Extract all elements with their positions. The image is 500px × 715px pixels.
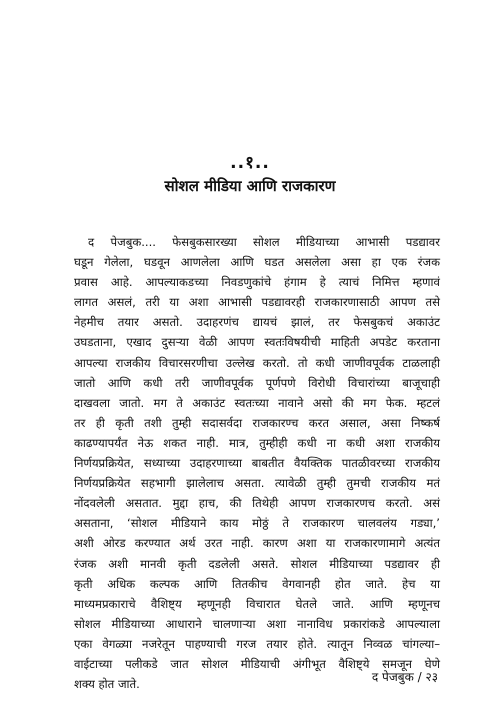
text-line: नेहमीच तयार असतो. उदाहरणंच द्यायचं झालं, तर फेसबुकचं अकाउंट bbox=[74, 315, 440, 330]
text-line: कृती अधिक कल्पक आणि तितकीच वेगवानही होत जाते. हेच या bbox=[74, 576, 440, 591]
text-line: रंजक अशी मानवी कृती दडलेली असते. सोशल मीडियाच्या पडद्यावर ही bbox=[74, 556, 440, 571]
text-line: प्रवास आहे. आपल्याकडच्या निवडणुकांचे हंगाम हे त्याचं निमित्त म्हणावं bbox=[74, 275, 440, 290]
text-line: द पेजबुक.... फेसबुकसारख्या सोशल मीडियाच्या आभासी पडद्यावर bbox=[88, 235, 440, 249]
text-line: वाईटाच्या पलीकडे जात सोशल मीडियाची अंगीभूत वैशिष्ट्ये समजून घेणे bbox=[74, 656, 440, 671]
text-line: जातो आणि कधी तरी जाणीवपूर्वक पूर्णपणे विरोधी विचारांच्या बाजूचाही bbox=[74, 375, 440, 390]
text-line: लागत असलं, तरी या अशा आभासी पडद्यावरही राजकारणासाठी आपण तसे bbox=[74, 295, 440, 310]
text-line: निर्णयप्रक्रियेत सहभागी झालेलाच असता. त्यावेळी तुम्ही तुमची राजकीय मतं bbox=[74, 476, 440, 491]
text-line: शक्य होत जाते. bbox=[74, 677, 140, 692]
text-line: दाखवला जातो. मग ते अकाउंट स्वतःच्या नावाने असो की मग फेक. म्हटलं bbox=[74, 395, 440, 410]
text-line: सोशल मीडियाच्या आधाराने चालणाऱ्या अशा नानाविध प्रकारांकडे आपल्याला bbox=[74, 616, 440, 631]
body-paragraph bbox=[74, 232, 440, 694]
text-line: नोंदवलेली असतात. मुद्दा हाच, की तिथेही आपण राजकारणच करतो. असं bbox=[74, 496, 440, 511]
text-line: अशी ओरड करण्यात अर्थ उरत नाही. कारण अशा या राजकारणामागे अत्यंत bbox=[74, 536, 440, 551]
text-line: काढण्यापर्यंत नेऊ शकत नाही. मात्र, तुम्हीही कधी ना कधी अशा राजकीय bbox=[74, 435, 440, 450]
chapter-title: सोशल मीडिया आणि राजकारण bbox=[164, 177, 336, 195]
text-line: एका वेगळ्या नजरेतून पाहण्याची गरज तयार होते. त्यातून निव्वळ चांगल्या– bbox=[74, 636, 440, 651]
page-footer: द पेजबुक / २३ bbox=[371, 670, 438, 684]
text-line: तर ही कृती तशी तुम्ही सदासर्वदा राजकारण्च करत असाल, असा निष्कर्ष bbox=[74, 415, 440, 430]
text-line: निर्णयप्रक्रियेत, सध्याच्या उदाहरणाच्या बाबतीत वैयक्तिक पातळीवरच्या राजकीय bbox=[74, 456, 440, 471]
chapter-number: ..१.. bbox=[230, 153, 270, 173]
text-line: घडून गेलेला, घडवून आणलेला आणि घडत असलेला असा हा एक रंजक bbox=[74, 255, 440, 270]
text-line: आपल्या राजकीय विचारसरणीचा उल्लेख करतो. तो कधी जाणीवपूर्वक टाळलाही bbox=[74, 355, 440, 370]
text-line: उघडताना, एखाद दुसऱ्या वेळी आपण स्वतःविषयीची माहिती अपडेट करताना bbox=[74, 335, 440, 350]
text-line: असताना, ‘सोशल मीडियाने काय मोठ्ठं ते राजकारण चालवलंय गड्या,’ bbox=[74, 516, 440, 531]
text-line: माध्यमप्रकाराचे वैशिष्ट्य म्हणूनही विचारात घेतले जाते. आणि म्हणूनच bbox=[74, 596, 440, 611]
